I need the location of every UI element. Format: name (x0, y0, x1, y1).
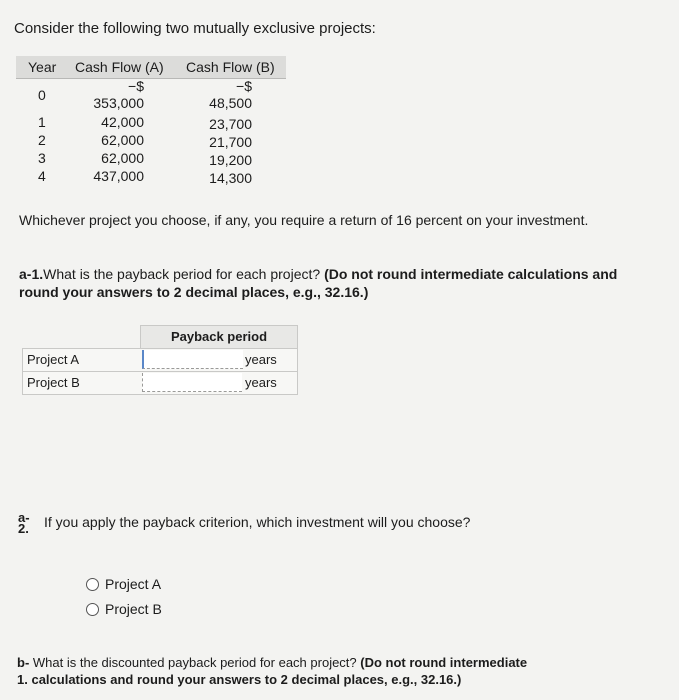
question-b1 (17, 654, 657, 688)
cash-b-cell: 48,500 (209, 95, 252, 111)
year-cell: 0 (38, 87, 46, 103)
project-b-label: Project B (27, 375, 80, 390)
cash-b-cell: 19,200 (209, 152, 252, 168)
project-b-unit: years (245, 375, 277, 390)
question-a1-instruction: (Do not round intermediate calculations and round your answers to 2 decimal places, e.g., 32.16.) (19, 266, 618, 300)
year-cell: 1 (38, 114, 46, 130)
header-cash-flow-a: Cash Flow (A) (75, 59, 164, 75)
question-a1-number: a-1. (19, 266, 44, 282)
cash-a-cell: 42,000 (101, 114, 144, 130)
project-a-unit: years (245, 352, 277, 367)
cash-flow-header (16, 56, 286, 78)
project-a-label: Project A (27, 352, 80, 367)
header-year: Year (28, 59, 57, 75)
cash-b-cell: 21,700 (209, 134, 252, 150)
question-b1-text: What is the discounted payback period for each project? (32, 655, 357, 670)
cash-a-cell: 62,000 (101, 150, 144, 166)
radio-project-b-label: Project B (105, 601, 162, 617)
payback-row-project-b (22, 371, 298, 395)
radio-circle-icon[interactable] (86, 578, 99, 591)
question-a2-number-top: a- (18, 510, 30, 525)
cash-b-cell: 14,300 (209, 170, 252, 186)
payback-period-header: Payback period (140, 325, 298, 349)
payback-row-project-a (22, 348, 298, 372)
cash-a-cell: 353,000 (93, 95, 144, 111)
intro-text: Consider the following two mutually exclusive projects: (14, 20, 376, 37)
cash-a-sign: −$ (128, 78, 144, 94)
question-a1-text: What is the payback period for each project? (43, 266, 321, 282)
radio-project-b[interactable] (86, 601, 162, 617)
required-return-statement: Whichever project you choose, if any, you require a return of 16 percent on your investment. (19, 212, 589, 228)
year-cell: 4 (38, 168, 46, 184)
question-b1-number-bottom: 1. (17, 672, 28, 687)
question-a2-number (18, 512, 32, 534)
payback-answer-table (22, 325, 296, 395)
radio-project-a[interactable] (86, 576, 161, 592)
year-cell: 2 (38, 132, 46, 148)
header-cash-flow-b: Cash Flow (B) (186, 59, 275, 75)
question-a2-number-bottom: 2. (18, 521, 29, 536)
cash-a-cell: 62,000 (101, 132, 144, 148)
cash-b-sign: −$ (236, 78, 252, 94)
question-b1-instruction-line2: calculations and round your answers to 2 decimal places, e.g., 32.16.) (31, 672, 462, 687)
project-a-payback-input[interactable] (142, 350, 243, 369)
cash-a-cell: 437,000 (93, 168, 144, 184)
cash-b-cell: 23,700 (209, 116, 252, 132)
question-a2-text: If you apply the payback criterion, which investment will you choose? (44, 514, 471, 530)
radio-project-a-label: Project A (105, 576, 162, 592)
question-b1-instruction-line1: (Do not round intermediate (360, 655, 528, 670)
question-a1 (19, 265, 655, 301)
project-b-payback-input[interactable] (142, 373, 242, 392)
year-cell: 3 (38, 150, 46, 166)
radio-circle-icon[interactable] (86, 603, 99, 616)
question-b1-number-top: b- (17, 655, 30, 670)
